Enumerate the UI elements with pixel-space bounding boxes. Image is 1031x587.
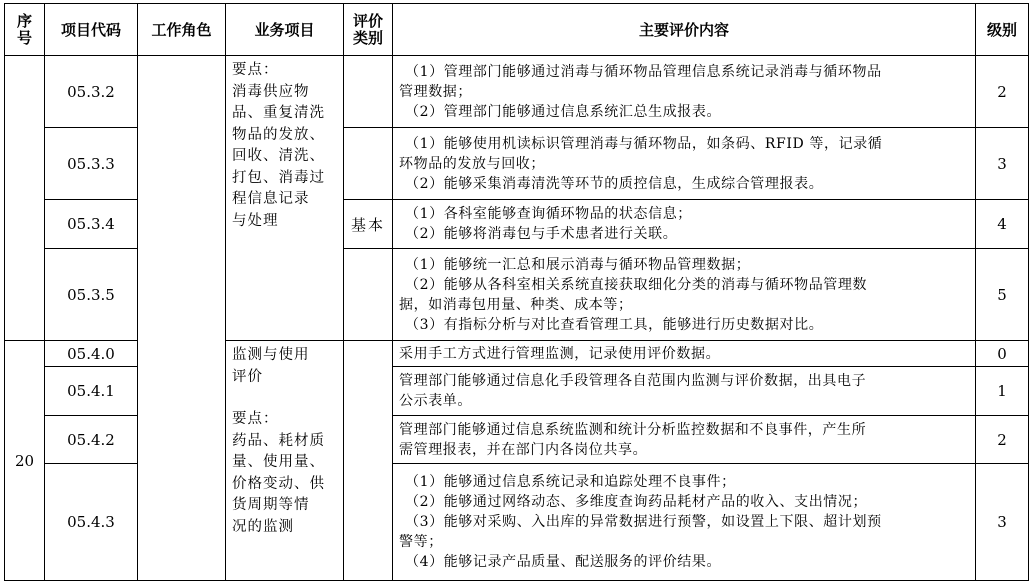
- level-cell: 2: [976, 56, 1029, 128]
- content-cell: （1）能够通过信息系统记录和追踪处理不良事件； （2）能够通过网络动态、多维度查询药品耗材产品的收入、支出情况； （3）能够对采购、入出库的异常数据进行预警，如设置上下限、超计划预 警等； （4）能够记录产品质量、配送服务的评价结果。: [393, 464, 976, 581]
- content-cell: （1）能够统一汇总和展示消毒与循环物品管理数据； （2）能够从各科室相关系统直接获取细化分类的消毒与循环物品管理数 据，如消毒包用量、种类、成本等； （3）有指标分析与对比查看管理工具，能够进行历史数据对比。: [393, 249, 976, 341]
- category-cell-empty: [344, 56, 393, 128]
- code-cell: 05.4.0: [45, 341, 138, 367]
- header-seq: 序 号: [5, 4, 45, 56]
- level-cell: 2: [976, 416, 1029, 464]
- category-cell-empty: [344, 249, 393, 341]
- level-cell: 4: [976, 200, 1029, 249]
- table-row: [5, 56, 1029, 128]
- header-business: 业务项目: [226, 4, 344, 56]
- business-cell: 监测与使用 评价 要点： 药品、耗材质 量、使用量、 价格变动、供 货周期等情 况的监测: [226, 341, 344, 581]
- content-cell: （1）各科室能够查询循环物品的状态信息； （2）能够将消毒包与手术患者进行关联。: [393, 200, 976, 249]
- level-cell: 1: [976, 367, 1029, 416]
- evaluation-table: [4, 3, 1029, 581]
- level-cell: 3: [976, 128, 1029, 200]
- seq-cell-empty: [5, 56, 45, 341]
- code-cell: 05.3.4: [45, 200, 138, 249]
- seq-cell: 20: [5, 341, 45, 581]
- category-cell-empty: [344, 128, 393, 200]
- header-content: 主要评价内容: [393, 4, 976, 56]
- code-cell: 05.3.5: [45, 249, 138, 341]
- header-category: 评价 类别: [344, 4, 393, 56]
- header-level: 级别: [976, 4, 1029, 56]
- level-cell: 0: [976, 341, 1029, 367]
- content-cell: （1）能够使用机读标识管理消毒与循环物品，如条码、RFID 等，记录循 环物品的发放与回收； （2）能够采集消毒清洗等环节的质控信息，生成综合管理报表。: [393, 128, 976, 200]
- code-cell: 05.4.3: [45, 464, 138, 581]
- role-cell: [138, 56, 226, 581]
- evaluation-table-wrapper: [4, 3, 1029, 581]
- content-cell: 采用手工方式进行管理监测，记录使用评价数据。: [393, 341, 976, 367]
- business-cell: 要点： 消毒供应物 品、重复清洗 物品的发放、 回收、清洗、 打包、消毒过 程信息记录 与处理: [226, 56, 344, 341]
- category-cell-empty: [344, 341, 393, 581]
- header-code: 项目代码: [45, 4, 138, 56]
- table-header-row: [5, 4, 1029, 56]
- content-cell: 管理部门能够通过信息系统监测和统计分析监控数据和不良事件，产生所 需管理报表，并在部门内各岗位共享。: [393, 416, 976, 464]
- level-cell: 3: [976, 464, 1029, 581]
- level-cell: 5: [976, 249, 1029, 341]
- header-role: 工作角色: [138, 4, 226, 56]
- category-cell: 基本: [344, 200, 393, 249]
- code-cell: 05.3.2: [45, 56, 138, 128]
- code-cell: 05.4.1: [45, 367, 138, 416]
- code-cell: 05.3.3: [45, 128, 138, 200]
- content-cell: 管理部门能够通过信息化手段管理各自范围内监测与评价数据，出具电子 公示表单。: [393, 367, 976, 416]
- code-cell: 05.4.2: [45, 416, 138, 464]
- content-cell: （1）管理部门能够通过消毒与循环物品管理信息系统记录消毒与循环物品 管理数据； （2）管理部门能够通过信息系统汇总生成报表。: [393, 56, 976, 128]
